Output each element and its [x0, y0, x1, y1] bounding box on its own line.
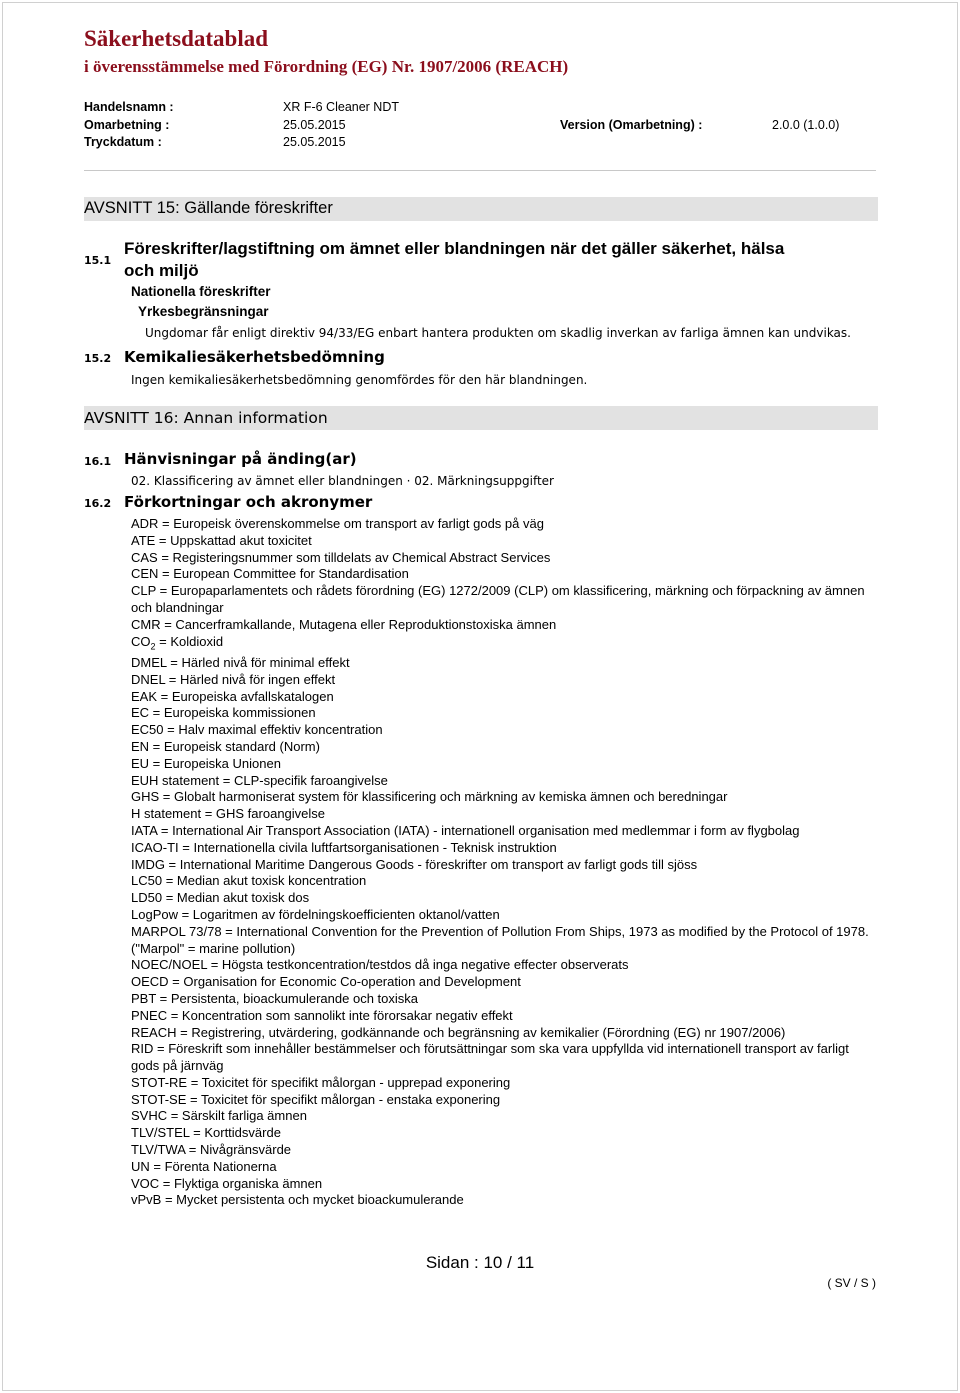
abbreviation-item: EAK = Europeiska avfallskatalogen — [131, 688, 334, 704]
version-value: 2.0.0 (1.0.0) — [772, 118, 840, 132]
abbreviation-item: OECD = Organisation for Economic Co-operation and Development — [131, 974, 521, 990]
abbreviation-item: VOC = Flyktiga organiska ämnen — [131, 1175, 323, 1191]
abbreviation-item: EUH statement = CLP-specifik faroangivelse — [131, 772, 388, 788]
abbreviation-item: MARPOL 73/78 = International Convention for the Prevention of Pollution From Ships, 1973 as modified by the Protocol of 1978. ("Marpol" = marine pollution) — [131, 923, 869, 956]
print-date-label: Tryckdatum : — [84, 135, 162, 149]
trade-name-label: Handelsnamn : — [84, 100, 174, 114]
abbreviation-item: LogPow = Logaritmen av fördelningskoefficienten oktanol/vatten — [131, 906, 500, 922]
document-subtitle: i överensstämmelse med Förordning (EG) Nr. 1907/2006 (REACH) — [84, 57, 569, 76]
abbreviation-item: IMDG = International Maritime Dangerous Goods - föreskrifter om transport av farligt gods till sjöss — [131, 856, 698, 872]
national-regulations-label: Nationella föreskrifter — [131, 284, 271, 299]
abbreviation-item: NOEC/NOEL = Högsta testkoncentration/testdos då inga negative effecter observerats — [131, 957, 629, 973]
abbreviation-item: SVHC = Särskilt farliga ämnen — [131, 1108, 307, 1124]
abbreviation-item: REACH = Registrering, utvärdering, godkännande och begränsning av kemikalier (Förordning (EG) nr 1907/2006) — [131, 1024, 786, 1040]
trade-name-value: XR F-6 Cleaner NDT — [283, 100, 399, 114]
abbreviation-item: UN = Förenta Nationerna — [131, 1158, 277, 1174]
abbreviation-item: EC = Europeiska kommissionen — [131, 705, 316, 721]
abbreviation-item: vPvB = Mycket persistenta och mycket bioackumulerande — [131, 1192, 464, 1208]
revision-value: 25.05.2015 — [283, 118, 346, 132]
abbreviation-item: LD50 = Median akut toxisk dos — [131, 890, 310, 906]
abbreviation-item: H statement = GHS faroangivelse — [131, 806, 326, 822]
occupational-restrictions-text: Ungdomar får enligt direktiv 94/33/EG enbart hantera produkten om skadlig inverkan av farliga ämnen kan undvikas. — [145, 326, 851, 340]
language-code: ( SV / S ) — [827, 1276, 876, 1290]
subsection-15-2-title: Kemikaliesäkerhetsbedömning — [124, 348, 385, 366]
abbreviation-item: EN = Europeisk standard (Norm) — [131, 738, 320, 754]
subsection-15-1-number: 15.1 — [84, 254, 112, 267]
subsection-15-1-title-line2: och miljö — [124, 261, 199, 280]
co2-suffix: = Koldioxid — [155, 633, 224, 649]
abbreviation-list — [131, 516, 876, 1209]
revision-label: Omarbetning : — [84, 118, 170, 132]
abbreviation-item: IATA = International Air Transport Association (IATA) - internationell organisation med medlemmar i form av flygbolag — [131, 822, 800, 838]
abbreviation-item: CAS = Registeringsnummer som tilldelats av Chemical Abstract Services — [131, 549, 551, 565]
abbreviation-item: CEN = European Committee for Standardisation — [131, 566, 409, 582]
abbreviation-item-co2 — [131, 634, 876, 655]
co2-subscript: 2 — [150, 641, 156, 652]
subsection-16-2-number: 16.2 — [84, 497, 112, 510]
abbreviation-item: STOT-RE = Toxicitet för specifikt målorgan - upprepad exponering — [131, 1074, 511, 1090]
abbreviation-item: STOT-SE = Toxicitet för specifikt målorgan - enstaka exponering — [131, 1091, 501, 1107]
abbreviation-item: ADR = Europeisk överenskommelse om transport av farligt gods på väg — [131, 516, 544, 531]
abbreviation-item: TLV/TWA = Nivågränsvärde — [131, 1142, 292, 1158]
subsection-15-2-text: Ingen kemikaliesäkerhetsbedömning genomfördes för den här blandningen. — [131, 373, 588, 387]
abbreviation-item: RID = Föreskrift som innehåller bestämmelser och förutsättningar som ska vara uppfyllda vid internationell transport av farligt gods på järnväg — [131, 1041, 849, 1074]
subsection-15-1-title-line1: Föreskrifter/lagstiftning om ämnet eller blandningen när det gäller säkerhet, hälsa — [124, 239, 785, 258]
abbreviation-item: GHS = Globalt harmoniserat system för klassificering och märkning av kemiska ämnen och beredningar — [131, 789, 728, 805]
page-number: Sidan : 10 / 11 — [425, 1253, 535, 1272]
abbreviation-item: PNEC = Koncentration som sannolikt inte förorsakar negativ effekt — [131, 1007, 513, 1023]
subsection-16-2-title: Förkortningar och akronymer — [124, 493, 373, 511]
abbreviation-item: DMEL = Härled nivå för minimal effekt — [131, 654, 350, 670]
abbreviation-item: LC50 = Median akut toxisk koncentration — [131, 873, 367, 889]
occupational-restrictions-label: Yrkesbegränsningar — [138, 304, 269, 319]
subsection-16-1-title: Hänvisningar på änding(ar) — [124, 450, 357, 468]
version-label: Version (Omarbetning) : — [560, 118, 703, 132]
abbreviation-item: ATE = Uppskattad akut toxicitet — [131, 532, 312, 548]
subsection-16-1-number: 16.1 — [84, 455, 112, 468]
abbreviation-item: CLP = Europaparlamentets och rådets förordning (EG) 1272/2009 (CLP) om klassificering, märkning och förpackning av ämnen och blandningar — [131, 583, 865, 615]
section-15-title: AVSNITT 15: Gällande föreskrifter — [84, 199, 333, 217]
abbreviation-item: DNEL = Härled nivå för ingen effekt — [131, 671, 336, 687]
subsection-16-1-text: 02. Klassificering av ämnet eller blandningen · 02. Märkningsuppgifter — [131, 474, 554, 488]
abbreviation-item: ICAO-TI = Internationella civila luftfartsorganisationen - Teknisk instruktion — [131, 839, 557, 855]
abbreviation-item: CMR = Cancerframkallande, Mutagena eller Reproduktionstoxiska ämnen — [131, 616, 557, 632]
document-title: Säkerhetsdatablad — [84, 26, 269, 51]
header-divider — [84, 170, 876, 171]
abbreviation-item: PBT = Persistenta, bioackumulerande och toxiska — [131, 990, 418, 1006]
subsection-15-2-number: 15.2 — [84, 352, 112, 365]
abbreviation-item: EU = Europeiska Unionen — [131, 755, 281, 771]
section-16-title: AVSNITT 16: Annan information — [84, 409, 328, 427]
abbreviation-item: EC50 = Halv maximal effektiv koncentration — [131, 722, 383, 738]
print-date-value: 25.05.2015 — [283, 135, 346, 149]
co2-prefix: CO — [131, 633, 151, 649]
abbreviation-item: TLV/STEL = Korttidsvärde — [131, 1125, 281, 1141]
